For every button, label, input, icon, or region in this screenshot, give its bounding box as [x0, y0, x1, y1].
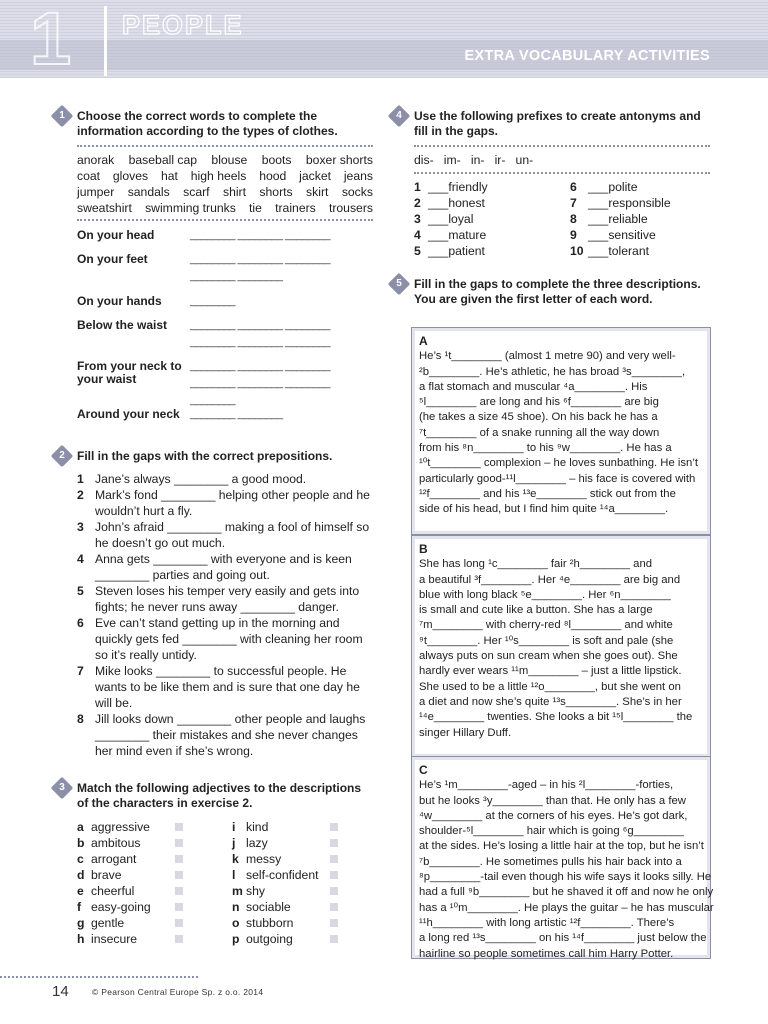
- adjective: insecure: [91, 932, 138, 946]
- divider: [77, 145, 373, 147]
- list-item: [77, 471, 373, 487]
- adjective-row: [77, 931, 183, 947]
- exercise-1-instruction: Choose the correct words to complete the information according to the types of clothes.: [77, 109, 338, 138]
- description-line: had a full ⁹b________ but he shaved it off and now he only: [419, 886, 714, 899]
- antonym-row: [570, 179, 734, 195]
- option-letter: p: [232, 932, 240, 946]
- antonyms-right: [570, 179, 734, 259]
- adjective: aggressive: [91, 820, 150, 834]
- list-item: [77, 615, 373, 663]
- item-number: 8: [77, 712, 84, 726]
- item-number: 7: [77, 664, 84, 678]
- list-item: [77, 583, 373, 615]
- adjective: shy: [246, 884, 265, 898]
- word: scarf: [183, 185, 210, 199]
- antonym-gap: ___honest: [428, 196, 485, 210]
- word: boxer shorts: [305, 153, 373, 167]
- description-line: a beautiful ³f________. Her ⁴e________ are big and: [419, 573, 681, 586]
- antonym-row: [414, 195, 574, 211]
- answer-blanks: ________ ________ ________: [190, 336, 330, 348]
- item-number: 4: [414, 228, 421, 242]
- option-letter: m: [232, 884, 243, 898]
- answer-blanks: ________ ________ ________: [190, 253, 330, 265]
- category-label: On your hands: [77, 294, 162, 308]
- option-letter: o: [232, 916, 240, 930]
- exercise-5-instruction: Fill in the gaps to complete the three descriptions. You are given the first letter of each word.: [414, 277, 701, 306]
- item-number: 8: [570, 212, 577, 226]
- antonym-gap: ___reliable: [588, 212, 648, 226]
- antonym-row: [570, 211, 734, 227]
- word: trainers: [275, 201, 316, 215]
- category-label: From your neck to your waist: [77, 359, 182, 386]
- description-line: a diet and now she’s quite ¹³s________. She’s in her: [419, 695, 682, 708]
- option-letter: d: [77, 868, 85, 882]
- adjectives-right: [232, 819, 338, 947]
- adjective-row: [77, 867, 183, 883]
- exercise-2-instruction: Fill in the gaps with the correct prepositions.: [77, 449, 333, 463]
- answer-box: [175, 903, 183, 911]
- item-number: 2: [77, 488, 84, 502]
- description-box-b: [411, 535, 711, 758]
- answer-blanks: ________: [190, 394, 235, 406]
- adjective-row: [232, 835, 338, 851]
- adjective-row: [77, 915, 183, 931]
- answer-box: [175, 887, 183, 895]
- description-line: ⁷m________ with cherry-red ⁸l________ and white: [419, 619, 673, 632]
- description-line: He’s ¹m________-aged – in his ²l________-forties,: [419, 779, 674, 792]
- list-item: [77, 711, 373, 759]
- description-line: a long red ¹³s________ on his ¹⁴f________ just below the: [419, 932, 707, 945]
- antonym-row: [414, 243, 574, 259]
- item-text: Steven loses his temper very easily and gets into fights; he never runs away ________ danger.: [95, 584, 360, 614]
- item-number: 3: [414, 212, 421, 226]
- item-text: Jill looks down ________ other people and laughs ________ their mistakes and she never changes her mind even if she’s wrong.: [95, 712, 366, 758]
- word-bank: [77, 152, 373, 216]
- list-item: [77, 663, 373, 711]
- answer-box: [330, 823, 338, 831]
- word: swimming trunks: [145, 201, 236, 215]
- divider: [414, 145, 710, 147]
- exercise-4-badge: 4: [388, 105, 411, 128]
- adjective: gentle: [91, 916, 125, 930]
- answer-box: [175, 823, 183, 831]
- antonym-gap: ___friendly: [428, 180, 488, 194]
- description-line: always puts on sun cream when she goes out). She: [419, 650, 678, 663]
- description-line: has a ¹⁰m________. He plays the guitar – he has muscular: [419, 901, 714, 914]
- adjective-row: [232, 883, 338, 899]
- word: jacket: [299, 169, 331, 183]
- antonym-gap: ___mature: [428, 228, 487, 242]
- answer-box: [175, 839, 183, 847]
- option-letter: h: [77, 932, 85, 946]
- adjective: outgoing: [246, 932, 293, 946]
- word: boots: [261, 153, 292, 167]
- divider: [77, 219, 373, 221]
- unit-title: PEOPLE: [122, 10, 244, 40]
- answer-box: [330, 935, 338, 943]
- category-label: Around your neck: [77, 407, 180, 421]
- exercise-1-badge: 1: [51, 105, 74, 128]
- adjective: self-confident: [246, 868, 319, 882]
- word: skirt: [306, 185, 329, 199]
- answer-box: [330, 887, 338, 895]
- answer-blanks: ________ ________ ________: [190, 377, 330, 389]
- adjectives-left: [77, 819, 183, 947]
- answer-box: [330, 871, 338, 879]
- exercise-3-badge: 3: [51, 777, 74, 800]
- answer-box: [175, 871, 183, 879]
- option-letter: i: [232, 820, 236, 834]
- antonyms-left: [414, 179, 574, 259]
- adjective-row: [77, 883, 183, 899]
- adjective-row: [232, 851, 338, 867]
- word: baseball cap: [128, 153, 198, 167]
- word: shirt: [222, 185, 246, 199]
- exercise-3-instruction: Match the following adjectives to the descriptions of the characters in exercise 2.: [77, 781, 362, 810]
- word: trousers: [328, 201, 373, 215]
- description-line: She used to be a little ¹²o________, but she went on: [419, 680, 681, 693]
- word: hood: [259, 169, 287, 183]
- option-letter: a: [77, 820, 84, 834]
- description-line: (he takes a size 45 shoe). On his back he has a: [419, 411, 658, 424]
- adjective: cheerful: [91, 884, 135, 898]
- adjective: brave: [91, 868, 122, 882]
- item-number: 6: [77, 616, 84, 630]
- adjective: sociable: [246, 900, 291, 914]
- list-item: [77, 519, 373, 551]
- antonym-gap: ___polite: [588, 180, 638, 194]
- antonym-row: [570, 227, 734, 243]
- prepositions-list: [77, 471, 373, 759]
- antonym-gap: ___loyal: [428, 212, 474, 226]
- description-line: is small and cute like a button. She has a large: [419, 604, 653, 617]
- description-line: She has long ¹c________ fair ²h________ and: [419, 558, 653, 571]
- category-label: Below the waist: [77, 318, 168, 332]
- answer-blanks: ________ ________: [190, 408, 283, 420]
- antonym-row: [570, 195, 734, 211]
- option-letter: g: [77, 916, 85, 930]
- answer-blanks: ________: [190, 295, 235, 307]
- divider: [414, 172, 710, 174]
- option-letter: n: [232, 900, 240, 914]
- word-row: [77, 184, 373, 200]
- adjective-row: [232, 899, 338, 915]
- list-item: [77, 487, 373, 519]
- item-text: Jane’s always ________ a good mood.: [95, 472, 307, 486]
- item-text: Eve can’t stand getting up in the morning and quickly gets fed ________ with cleaning her room so it’s really untidy.: [95, 616, 363, 662]
- description-line: hardly ever wears ¹¹m________ – just a little lipstick.: [419, 665, 682, 678]
- description-line: ¹⁴e________ twenties. She looks a bit ¹⁵l________ the: [419, 711, 693, 724]
- exercise-4-instruction: Use the following prefixes to create antonyms and fill in the gaps.: [414, 109, 701, 138]
- adjective: stubborn: [246, 916, 294, 930]
- adjective-row: [77, 851, 183, 867]
- list-item: [77, 551, 373, 583]
- answer-blanks: ________ ________ ________: [190, 360, 330, 372]
- description-line: ⁴w________ at the corners of his eyes. He’s got dark,: [419, 809, 688, 822]
- antonym-row: [570, 243, 734, 259]
- answer-box: [330, 855, 338, 863]
- category-label: On your feet: [77, 252, 148, 266]
- description-letter: C: [419, 763, 428, 777]
- antonym-gap: ___responsible: [588, 196, 671, 210]
- description-line: from his ⁸n________ to his ⁹w________. He has a: [419, 442, 672, 455]
- description-line: but he looks ³y________ than that. He only has a few: [419, 794, 686, 807]
- copyright: © Pearson Central Europe Sp. z o.o. 2014: [92, 987, 264, 997]
- description-line: ⁷b________. He sometimes pulls his hair back into a: [419, 855, 682, 868]
- antonym-gap: ___sensitive: [588, 228, 656, 242]
- antonym-row: [414, 179, 574, 195]
- antonym-row: [414, 211, 574, 227]
- adjective-row: [77, 819, 183, 835]
- description-line: He’s ¹t________ (almost 1 metre 90) and very well-: [419, 350, 676, 363]
- word-row: [77, 200, 373, 216]
- description-line: hairline so people sometimes call him Harry Potter.: [419, 947, 674, 960]
- word: jeans: [343, 169, 373, 183]
- antonym-row: [414, 227, 574, 243]
- option-letter: k: [232, 852, 239, 866]
- description-line: ⁵l________ are long and his ⁶f________ are big: [419, 396, 659, 409]
- word: sweatshirt: [77, 201, 132, 215]
- description-line: singer Hillary Duff.: [419, 726, 512, 739]
- description-line: ¹⁰t________ complexion – he loves sunbathing. He isn’t: [419, 457, 698, 470]
- unit-number: 1: [30, 0, 72, 80]
- antonym-gap: ___tolerant: [588, 244, 649, 258]
- word: coat: [77, 169, 101, 183]
- description-box-c: [411, 756, 714, 960]
- option-letter: f: [77, 900, 82, 914]
- option-letter: j: [232, 836, 236, 850]
- item-text: Mark’s fond ________ helping other people and he wouldn’t hurt a fly.: [95, 488, 370, 518]
- section-title: EXTRA VOCABULARY ACTIVITIES: [464, 48, 710, 64]
- item-number: 3: [77, 520, 84, 534]
- description-line: ⁸p________-tail even though his wife says it looks silly. He: [419, 871, 712, 884]
- description-letter: A: [419, 334, 428, 348]
- item-number: 4: [77, 552, 84, 566]
- item-number: 10: [570, 244, 584, 258]
- answer-box: [330, 919, 338, 927]
- adjective: easy-going: [91, 900, 151, 914]
- option-letter: l: [232, 868, 236, 882]
- description-line: blue with long black ⁵e________. Her ⁶n________: [419, 588, 671, 601]
- adjective: lazy: [246, 836, 268, 850]
- antonym-gap: ___patient: [428, 244, 485, 258]
- answer-box: [330, 903, 338, 911]
- description-line: ²b________. He’s athletic, he has broad ³s________,: [419, 365, 686, 378]
- item-number: 9: [570, 228, 577, 242]
- item-number: 1: [77, 472, 84, 486]
- exercise-5-badge: 5: [388, 273, 411, 296]
- exercise-2-badge: 2: [51, 445, 74, 468]
- answer-blanks: ________ ________ ________: [190, 319, 330, 331]
- word: high heels: [190, 169, 247, 183]
- header-divider: [104, 6, 107, 76]
- answer-blanks: ________ ________ ________: [190, 229, 330, 241]
- word: sandals: [127, 185, 170, 199]
- category-label: On your head: [77, 228, 155, 242]
- answer-box: [175, 935, 183, 943]
- option-letter: b: [77, 836, 85, 850]
- item-number: 7: [570, 196, 577, 210]
- item-number: 2: [414, 196, 421, 210]
- prefix-list: dis- im- in- ir- un-: [414, 153, 534, 167]
- word-row: [77, 168, 373, 184]
- description-line: particularly good-¹¹l________ – his face is covered with: [419, 472, 696, 485]
- adjective-row: [77, 899, 183, 915]
- description-line: ¹²f________ and his ¹³e________ stick out from the: [419, 487, 676, 500]
- footer-divider: [0, 976, 198, 978]
- item-text: John’s afraid ________ making a fool of himself so he doesn’t go out much.: [95, 520, 370, 550]
- word: gloves: [112, 169, 149, 183]
- adjective-row: [232, 867, 338, 883]
- adjective: kind: [246, 820, 269, 834]
- description-line: ¹¹h________ with long artistic ¹²f________. There’s: [419, 916, 675, 929]
- item-number: 6: [570, 180, 577, 194]
- adjective: arrogant: [91, 852, 137, 866]
- adjective-row: [232, 915, 338, 931]
- adjective-row: [77, 835, 183, 851]
- answer-blanks: ________ ________: [190, 270, 283, 282]
- item-number: 5: [77, 584, 84, 598]
- description-line: shoulder-⁵l________ hair which is going ⁶g________: [419, 825, 684, 838]
- item-number: 1: [414, 180, 421, 194]
- answer-box: [330, 839, 338, 847]
- word: tie: [249, 201, 262, 215]
- answer-box: [175, 919, 183, 927]
- item-text: Anna gets ________ with everyone and is keen ________ parties and going out.: [95, 552, 352, 582]
- adjective: messy: [246, 852, 282, 866]
- description-line: a flat stomach and muscular ⁴a________. His: [419, 380, 648, 393]
- word: shorts: [259, 185, 293, 199]
- word-row: [77, 152, 373, 168]
- item-number: 5: [414, 244, 421, 258]
- option-letter: e: [77, 884, 84, 898]
- option-letter: c: [77, 852, 84, 866]
- description-line: ⁷t________ of a snake running all the way down: [419, 426, 660, 439]
- adjective: ambitous: [91, 836, 141, 850]
- word: anorak: [77, 153, 115, 167]
- description-line: ⁹t________. Her ¹⁰s________ is soft and pale (she: [419, 634, 674, 647]
- page-number: 14: [52, 983, 69, 1000]
- adjective-row: [232, 819, 338, 835]
- adjective-row: [232, 931, 338, 947]
- description-line: at the sides. He’s losing a little hair at the top, but he isn’t: [419, 840, 704, 853]
- answer-box: [175, 855, 183, 863]
- word: socks: [341, 185, 373, 199]
- description-box-a: [411, 327, 711, 535]
- description-line: side of his head, but I find him quite ¹⁴a________.: [419, 503, 669, 516]
- description-letter: B: [419, 542, 428, 556]
- item-text: Mike looks ________ to successful people. He wants to be like them and is sure that one day he will be.: [95, 664, 360, 710]
- word: hat: [160, 169, 178, 183]
- word: blouse: [211, 153, 248, 167]
- word: jumper: [77, 185, 115, 199]
